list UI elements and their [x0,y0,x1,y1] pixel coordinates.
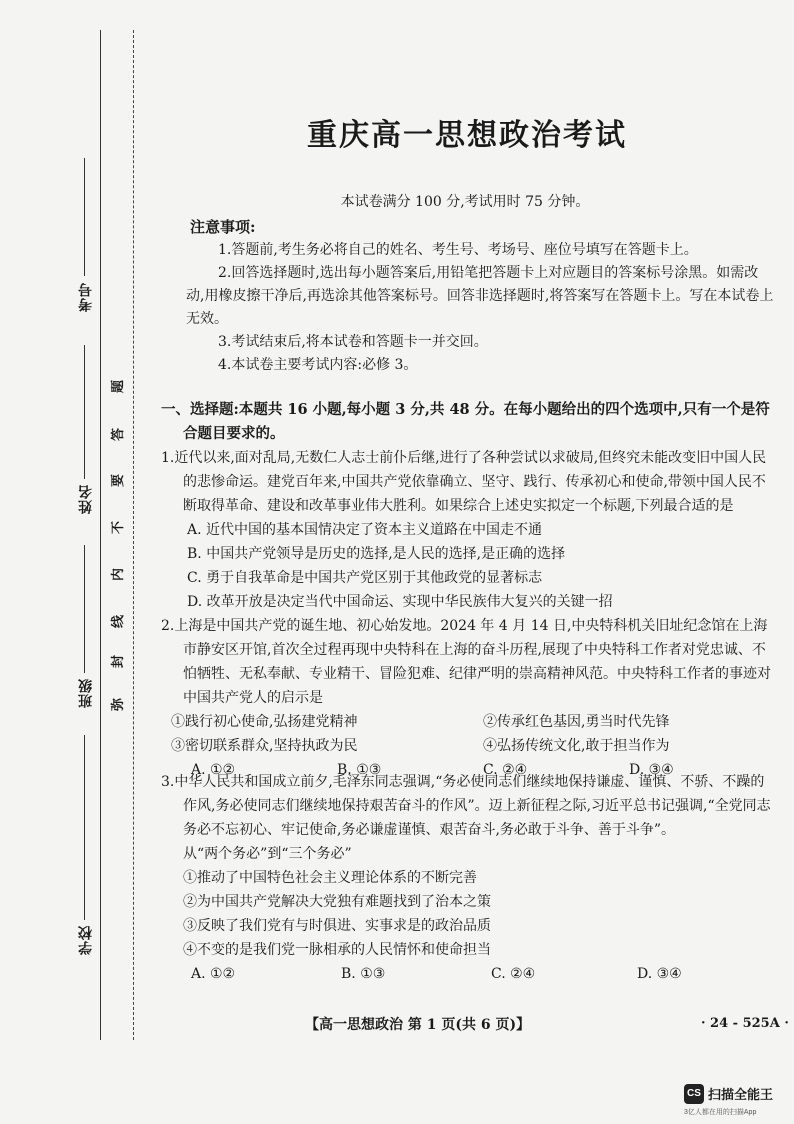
statement-item: ②为中国共产党解决大党独有难题找到了治本之策 [183,894,491,910]
scanner-name: 扫描全能王 [708,1087,774,1102]
notice-list [186,239,776,377]
seal-char: 线 [111,614,127,629]
seal-char: 题 [111,379,127,394]
seal-char: 弥 [111,697,127,712]
statement-item: ②传承红色基因,勇当时代先锋 [483,714,670,730]
notice-item: 2.回答选择题时,选出每小题答案后,用铅笔把答题卡上对应题目的答案标号涂黑。如需改动,用橡皮擦干净后,再选涂其他答案标号。回答非选择题时,将答案写在答题卡上。写在本试卷上无效。 [186,265,774,327]
class-blank [84,545,85,673]
statement-item: ③反映了我们党有与时俱进、实事求是的政治品质 [183,918,491,934]
notice-item: 3.考试结束后,将本试卷和答题卡一并交回。 [218,334,488,350]
notice-item: 1.答题前,考生务必将自己的姓名、考生号、考场号、座位号填写在答题卡上。 [218,242,698,258]
question-3 [161,770,776,986]
question-stem [161,446,776,518]
choice-d[interactable]: D. ③④ [637,966,682,982]
statement-row [161,734,776,758]
statement-item: ③密切联系群众,坚持执政为民 [171,738,358,754]
option-d[interactable]: D. 改革开放是决定当代中国命运、实现中华民族伟大复兴的关键一招 [187,594,613,610]
choice-c[interactable]: C. ②④ [483,762,528,778]
question-stem-text: 2.上海是中国共产党的诞生地、初心始发地。2024 年 4 月 14 日,中央特科机关旧址纪念馆在上海市静安区开馆,首次全过程再现中央特科在上海的奋斗历程,展现了中央特科工作者对党忠诚、不怕牺牲、无私奉献、专业精干、冒险犯难、纪律严明的崇高精神风范。中央特科工作者的事迹对中国共产党人的启示是 [161,618,771,706]
question-2 [161,614,776,782]
scanner-tagline: 3亿人都在用的扫描App [684,1109,757,1116]
camscanner-logo-icon: CS [684,1084,704,1104]
statement-item: ①践行初心使命,弘扬建党精神 [171,714,358,730]
statement-item: ④不变的是我们党一脉相承的人民情怀和使命担当 [183,942,491,958]
seal-char: 封 [111,654,127,669]
question-stem [161,614,776,710]
choice-a[interactable]: A. ①② [191,762,236,778]
section-heading-line: 合题目要求的。 [183,425,285,442]
seal-char: 内 [111,567,127,582]
choice-c[interactable]: C. ②④ [491,966,536,982]
seal-char: 要 [111,473,127,488]
option-a[interactable]: A. 近代中国的基本国情决定了资本主义道路在中国走不通 [187,522,543,538]
question-stem-text: 3.中华人民共和国成立前夕,毛泽东同志强调,“务必使同志们继续地保持谦虚、谨慎、不骄、不躁的作风,务必使同志们继续地保持艰苦奋斗的作风”。迈上新征程之际,习近平总书记强调,“全党同志务必不忘初心、牢记使命,务必谦虚谨慎、艰苦奋斗,务必敢于斗争、善于斗争”。 [161,774,771,838]
statement-item: ①推动了中国特色社会主义理论体系的不断完善 [183,870,477,886]
name-blank [84,345,85,479]
seal-char: 不 [111,520,127,535]
question-stem [161,770,776,842]
notice-heading: 注意事项: [190,218,256,236]
statement-item: ④弘扬传统文化,敢于担当作为 [483,738,670,754]
question-1 [161,446,776,614]
name-label: 姓名 [78,484,94,514]
seal-dashed-line [133,30,134,1040]
statement-row [161,710,776,734]
section-heading-line: 一、选择题:本题共 16 小题,每小题 3 分,共 48 分。在每小题给出的四个选项中,只有一个是符 [161,401,770,418]
choice-b[interactable]: B. ①③ [341,966,386,982]
question-stem-text: 1.近代以来,面对乱局,无数仁人志士前仆后继,进行了各种尝试以求破局,但终究未能改变旧中国人民的悲惨命运。建党百年来,中国共产党依靠确立、坚守、践行、传承初心和使命,带领中国人民不断取得革命、建设和改革事业伟大胜利。如果综合上述史实拟定一个标题,下列最合适的是 [161,450,767,514]
margin-line [100,30,101,1040]
binding-margin [0,0,140,1124]
notice-item: 4.本试卷主要考试内容:必修 3。 [218,357,418,373]
exam-no-blank [84,158,85,276]
school-label: 学校 [78,925,94,955]
section-heading [161,398,776,446]
class-label: 班级 [78,678,94,708]
exam-info: 本试卷满分 100 分,考试用时 75 分钟。 [340,194,590,210]
option-c[interactable]: C. 勇于自我革命是中国共产党区别于其他政党的显著标志 [187,570,543,586]
choice-a[interactable]: A. ①② [191,966,236,982]
school-blank [84,735,85,920]
choice-b[interactable]: B. ①③ [337,762,382,778]
exam-no-label: 考号 [78,282,94,312]
question-lead: 从“两个务必”到“三个务必” [183,846,352,862]
seal-char: 答 [111,427,127,442]
option-b[interactable]: B. 中国共产党领导是历史的选择,是人民的选择,是正确的选择 [187,546,566,562]
choice-row [161,962,776,986]
choice-d[interactable]: D. ③④ [629,762,674,778]
paper-code: · 24 - 525A · [701,1016,789,1031]
page-footer: 【高一思想政治 第 1 页(共 6 页)】 [305,1017,531,1033]
exam-title: 重庆高一思想政治考试 [307,118,627,153]
